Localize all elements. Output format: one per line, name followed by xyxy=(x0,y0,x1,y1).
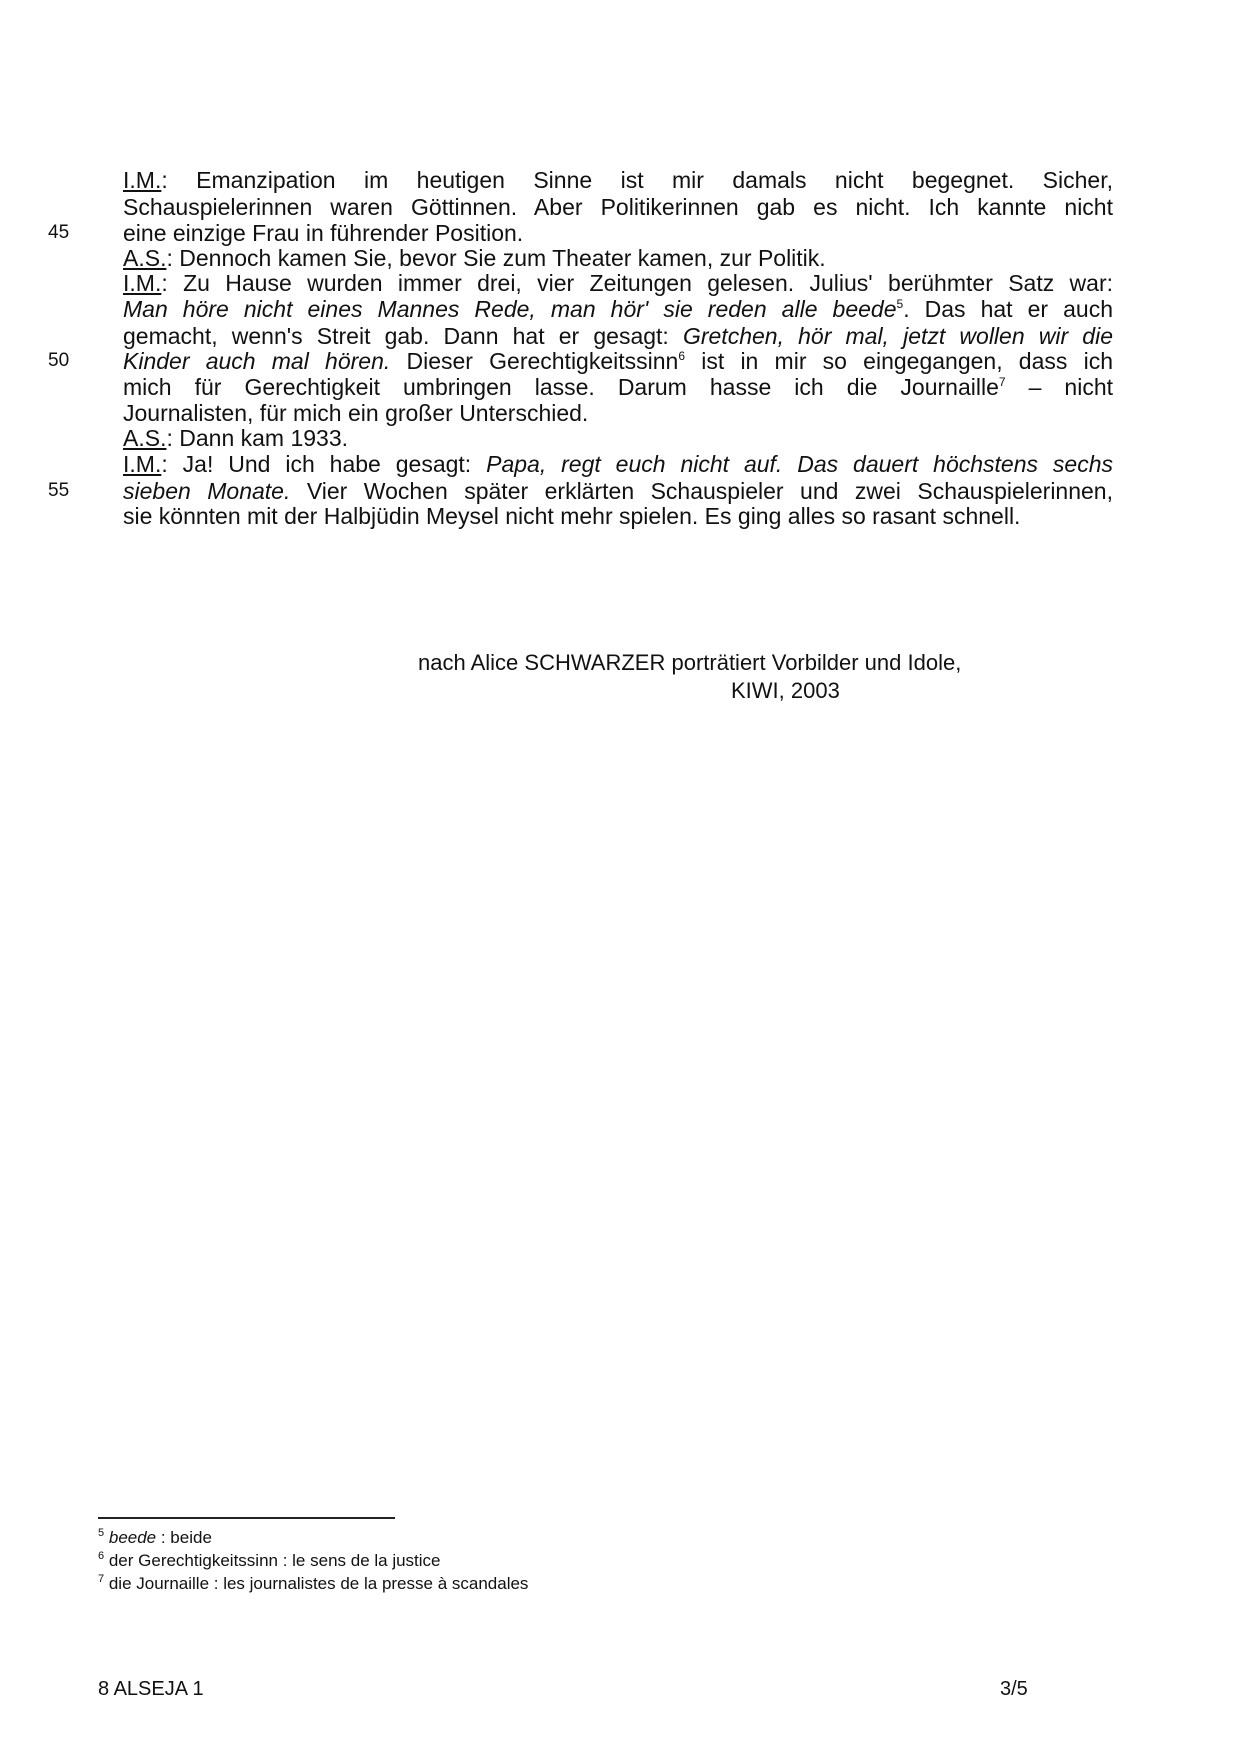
text-line-7: gemacht, wenn's Streit gab. Dann hat er gesagt: Gretchen, hör mal, jetzt wollen wir die xyxy=(123,323,1113,349)
text-line-8: Kinder auch mal hören. Dieser Gerechtigkeitssinn$^6$ ist in mir so eingegangen, dass ich xyxy=(123,348,1113,374)
text-line-3: eine einzige Frau in führender Position. xyxy=(123,220,524,246)
source-citation-line-1: nach Alice SCHWARZER porträtiert Vorbilder und Idole, xyxy=(418,650,962,675)
footnote-7: $^7$ die Journaille : les journalistes de la presse à scandales xyxy=(98,1573,529,1593)
text-line-4: A.S.: Dennoch kamen Sie, bevor Sie zum Theater kamen, zur Politik. xyxy=(123,245,826,271)
text-line-10: Journalisten, für mich ein großer Unterschied. xyxy=(123,400,589,426)
text-line-9: mich für Gerechtigkeit umbringen lasse. Darum hasse ich die Journaille$^7$ – nicht xyxy=(123,374,1113,400)
text-line-12: I.M.: Ja! Und ich habe gesagt: Papa, regt euch nicht auf. Das dauert höchstens sechs xyxy=(123,451,1114,477)
text-line-2: Schauspielerinnen waren Göttinnen. Aber Politikerinnen gab es nicht. Ich kannte nicht xyxy=(123,194,1113,220)
footnote-6: $^6$ der Gerechtigkeitssinn : le sens de la justice xyxy=(98,1550,441,1570)
text-line-5: I.M.: Zu Hause wurden immer drei, vier Zeitungen gelesen. Julius' berühmter Satz war: xyxy=(123,270,1114,296)
line-number-45: 45 xyxy=(48,222,70,243)
footnote-divider xyxy=(98,1517,395,1519)
footer-page-number: 3/5 xyxy=(1000,1678,1028,1700)
speaker-label: I.M. xyxy=(123,270,162,296)
line-number-50: 50 xyxy=(48,350,70,371)
text-line-6: Man höre nicht eines Mannes Rede, man hör' sie reden alle beede$^5$. Das hat er auch xyxy=(123,296,1113,322)
footnote-ref-5: 5 xyxy=(896,297,904,311)
speaker-label: A.S. xyxy=(123,425,167,451)
text-line-11: A.S.: Dann kam 1933. xyxy=(123,425,349,451)
footer-exam-code: 8 ALSEJA 1 xyxy=(98,1678,204,1700)
text-line-1: I.M.: Emanzipation im heutigen Sinne ist mir damals nicht begegnet. Sicher, xyxy=(123,167,1113,193)
line-number-55: 55 xyxy=(48,480,70,501)
footnote-5: $^5$ beede : beide xyxy=(98,1527,212,1547)
speaker-label: I.M. xyxy=(123,167,162,193)
speaker-label: I.M. xyxy=(123,451,162,477)
text-line-14: sie könnten mit der Halbjüdin Meysel nicht mehr spielen. Es ging alles so rasant schnell. xyxy=(123,503,1021,529)
footnote-ref-7: 7 xyxy=(998,375,1006,389)
footnote-ref-6: 6 xyxy=(678,349,686,363)
source-citation-line-2: KIWI, 2003 xyxy=(731,678,840,703)
text-line-13: sieben Monate. Vier Wochen später erklärten Schauspieler und zwei Schauspielerinnen, xyxy=(123,478,1113,504)
speaker-label: A.S. xyxy=(123,245,167,271)
